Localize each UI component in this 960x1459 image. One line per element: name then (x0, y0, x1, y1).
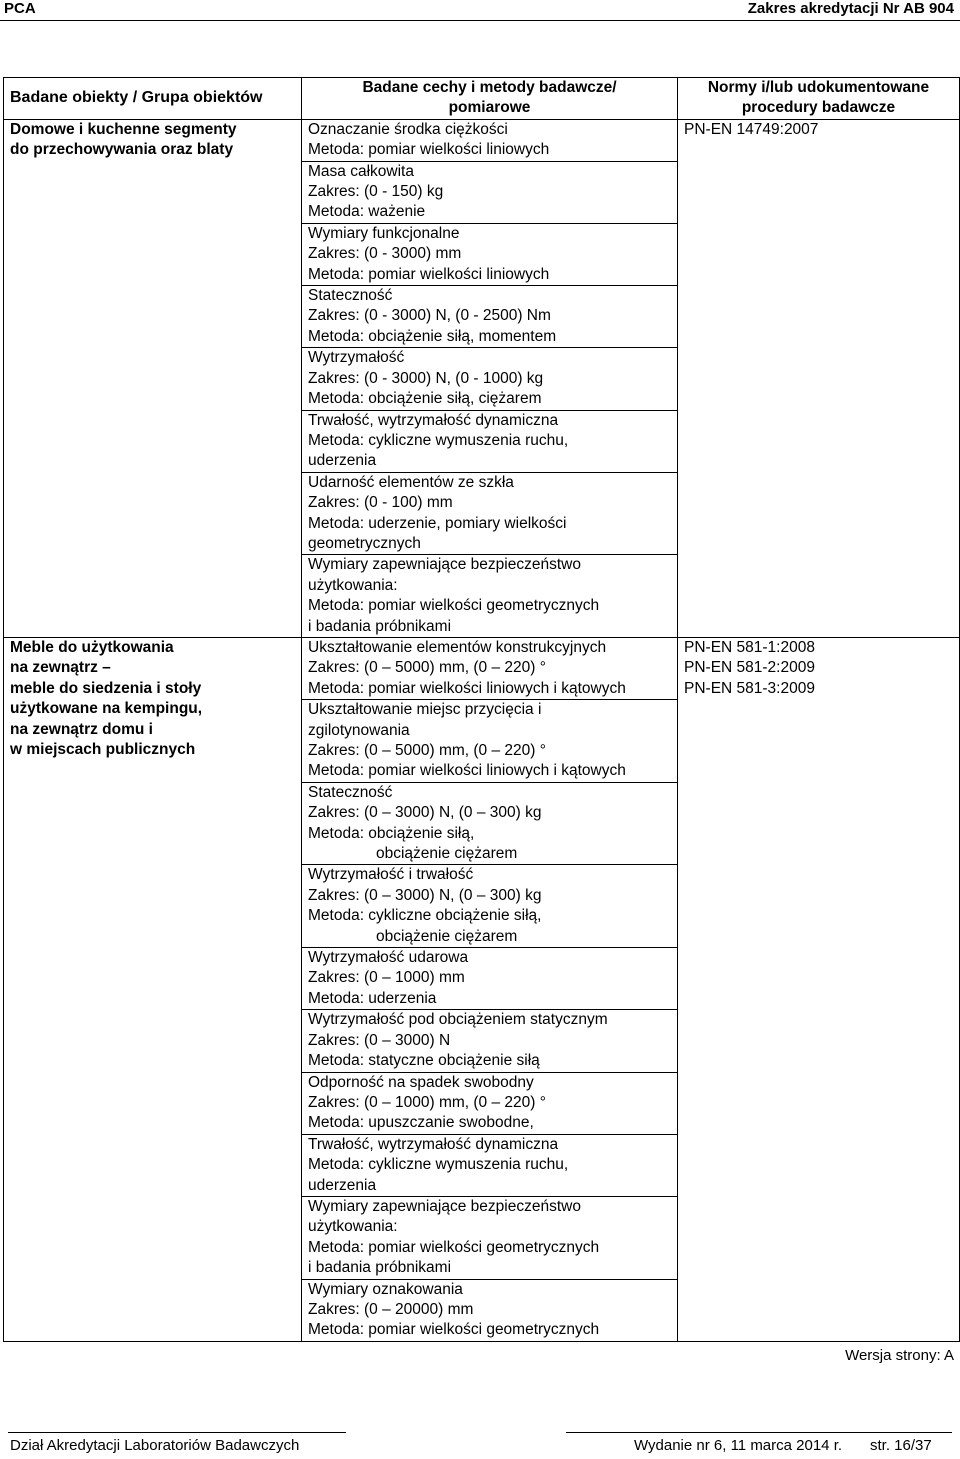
methods-cell (302, 637, 678, 1341)
method-line: Metoda: cykliczne wymuszenia ruchu, (308, 431, 569, 449)
footer-rule-left (8, 1432, 346, 1433)
column-header-norms (678, 78, 960, 120)
object-line: meble do siedzenia i stoły (10, 679, 202, 697)
norms-cell (678, 637, 960, 1341)
norm-line: PN-EN 581-3:2009 (684, 679, 815, 697)
method-line: Metoda: pomiar wielkości liniowych i kątowych (308, 679, 626, 697)
object-line: Domowe i kuchenne segmenty (10, 120, 237, 138)
method-line: Trwałość, wytrzymałość dynamiczna (308, 411, 559, 429)
method-line: obciążenie ciężarem (376, 845, 518, 863)
method-line: Zakres: (0 - 150) kg (308, 183, 444, 201)
method-line: zgilotynowania (308, 721, 410, 739)
method-line: Masa całkowita (308, 162, 414, 180)
method-line: Oznaczanie środka ciężkości (308, 120, 508, 138)
method-item (302, 865, 677, 948)
method-item (302, 1135, 677, 1197)
object-cell (4, 119, 302, 637)
column-header-norms-line: procedury badawcze (741, 99, 896, 117)
method-item (302, 411, 677, 473)
method-line: Wytrzymałość pod obciążeniem statycznym (308, 1011, 608, 1029)
method-item (302, 120, 677, 162)
method-line: użytkowania: (308, 576, 398, 594)
page-header (0, 0, 960, 21)
norm-line: PN-EN 581-1:2008 (684, 638, 815, 656)
norm-line: PN-EN 14749:2007 (684, 120, 819, 138)
method-line: Odporność na spadek swobodny (308, 1073, 534, 1091)
method-line: Metoda: upuszczanie swobodne, (308, 1114, 534, 1132)
method-line: użytkowania: (308, 1218, 398, 1236)
method-line: Zakres: (0 – 1000) mm, (0 – 220) ° (308, 1093, 546, 1111)
method-line: Zakres: (0 – 3000) N (308, 1031, 451, 1049)
norms-cell (678, 119, 960, 637)
column-header-methods-line: Badane cechy i metody badawcze/ (362, 79, 617, 96)
method-line: obciążenie ciężarem (376, 927, 518, 945)
method-line: i badania próbnikami (308, 617, 452, 635)
method-item (302, 783, 677, 866)
method-line: Zakres: (0 – 3000) N, (0 – 300) kg (308, 804, 542, 822)
table-row (4, 119, 960, 637)
method-line: Wytrzymałość i trwałość (308, 866, 474, 884)
method-line: Wymiary zapewniające bezpieczeństwo (308, 556, 581, 574)
column-header-norms-line: Normy i/lub udokumentowane (707, 79, 930, 96)
norm-line: PN-EN 581-2:2009 (684, 659, 815, 677)
method-line: Ukształtowanie elementów konstrukcyjnych (308, 638, 607, 656)
object-line: na zewnątrz – (10, 659, 111, 677)
method-line: Stateczność (308, 783, 393, 801)
column-header-objects: Badane obiekty / Grupa obiektów (4, 78, 302, 120)
method-line: Metoda: obciążenie siłą, ciężarem (308, 390, 542, 408)
method-line: Zakres: (0 – 5000) mm, (0 – 220) ° (308, 659, 546, 677)
method-line: Zakres: (0 - 100) mm (308, 494, 453, 512)
method-line: Stateczność (308, 287, 393, 305)
method-line: Metoda: uderzenie, pomiary wielkości (308, 514, 567, 532)
method-item (302, 162, 677, 224)
method-item (302, 473, 677, 556)
method-line: Wytrzymałość udarowa (308, 949, 469, 967)
method-line: Metoda: statyczne obciążenie siłą (308, 1052, 540, 1070)
method-line: i badania próbnikami (308, 1259, 452, 1277)
method-line: Metoda: uderzenia (308, 989, 437, 1007)
method-item (302, 1197, 677, 1280)
method-line: Metoda: obciążenie siłą, momentem (308, 327, 557, 345)
footer-department: Dział Akredytacji Laboratoriów Badawczych (10, 1437, 300, 1454)
object-line: do przechowywania oraz blaty (10, 141, 234, 159)
column-header-methods (302, 78, 678, 120)
method-item (302, 286, 677, 348)
method-line: Metoda: pomiar wielkości geometrycznych (308, 1238, 600, 1256)
method-item (302, 224, 677, 286)
method-line: Zakres: (0 – 5000) mm, (0 – 220) ° (308, 742, 546, 759)
method-line: uderzenia (308, 452, 377, 470)
header-title: Zakres akredytacji Nr AB 904 (747, 0, 954, 17)
method-line: Zakres: (0 – 3000) N, (0 – 300) kg (308, 886, 542, 904)
method-line: Trwałość, wytrzymałość dynamiczna (308, 1135, 559, 1153)
method-item (302, 700, 677, 783)
method-line: Ukształtowanie miejsc przycięcia i (308, 701, 542, 719)
object-line: Meble do użytkowania (10, 638, 174, 656)
accreditation-table (3, 77, 960, 1342)
object-line: użytkowane na kempingu, (10, 700, 203, 718)
method-item (302, 348, 677, 410)
method-line: Metoda: pomiar wielkości liniowych i kątowych (308, 762, 626, 780)
footer-rule-right (566, 1432, 952, 1433)
method-line: Udarność elementów ze szkła (308, 473, 514, 491)
method-line: Zakres: (0 - 3000) N, (0 - 2500) Nm (308, 307, 551, 325)
method-item (302, 1280, 677, 1341)
table-row (4, 637, 960, 1341)
method-item (302, 1010, 677, 1072)
method-line: Metoda: pomiar wielkości liniowych (308, 141, 550, 159)
table-header-row (4, 78, 960, 120)
method-line: Wytrzymałość (308, 349, 405, 367)
method-line: Zakres: (0 - 3000) mm (308, 245, 462, 263)
method-line: Zakres: (0 – 1000) mm (308, 969, 465, 987)
method-line: Zakres: (0 – 20000) mm (308, 1300, 474, 1318)
page-version: Wersja strony: A (845, 1347, 954, 1364)
footer-edition: Wydanie nr 6, 11 marca 2014 r. (634, 1437, 843, 1454)
method-line: Metoda: obciążenie siłą, (308, 824, 475, 842)
method-item (302, 1073, 677, 1135)
object-line: na zewnątrz domu i (10, 720, 153, 738)
column-header-methods-line: pomiarowe (448, 99, 531, 117)
method-line: Wymiary funkcjonalne (308, 224, 460, 242)
header-org: PCA (4, 0, 36, 17)
method-line: Zakres: (0 - 3000) N, (0 - 1000) kg (308, 369, 544, 387)
method-line: Wymiary zapewniające bezpieczeństwo (308, 1197, 581, 1215)
method-line: Metoda: cykliczne wymuszenia ruchu, (308, 1156, 569, 1174)
footer-page-number: str. 16/37 (870, 1437, 932, 1454)
method-line: Wymiary oznakowania (308, 1280, 463, 1298)
method-line: Metoda: pomiar wielkości geometrycznych (308, 597, 600, 615)
method-line: Metoda: ważenie (308, 203, 426, 221)
method-line: uderzenia (308, 1176, 377, 1194)
method-line: geometrycznych (308, 534, 421, 552)
method-item (302, 638, 677, 700)
method-line: Metoda: cykliczne obciążenie siłą, (308, 907, 542, 925)
object-cell (4, 637, 302, 1341)
method-item (302, 555, 677, 637)
method-item (302, 948, 677, 1010)
method-line: Metoda: pomiar wielkości liniowych (308, 265, 550, 283)
object-line: w miejscach publicznych (10, 741, 196, 758)
method-line: Metoda: pomiar wielkości geometrycznych (308, 1321, 600, 1339)
methods-cell (302, 119, 678, 637)
